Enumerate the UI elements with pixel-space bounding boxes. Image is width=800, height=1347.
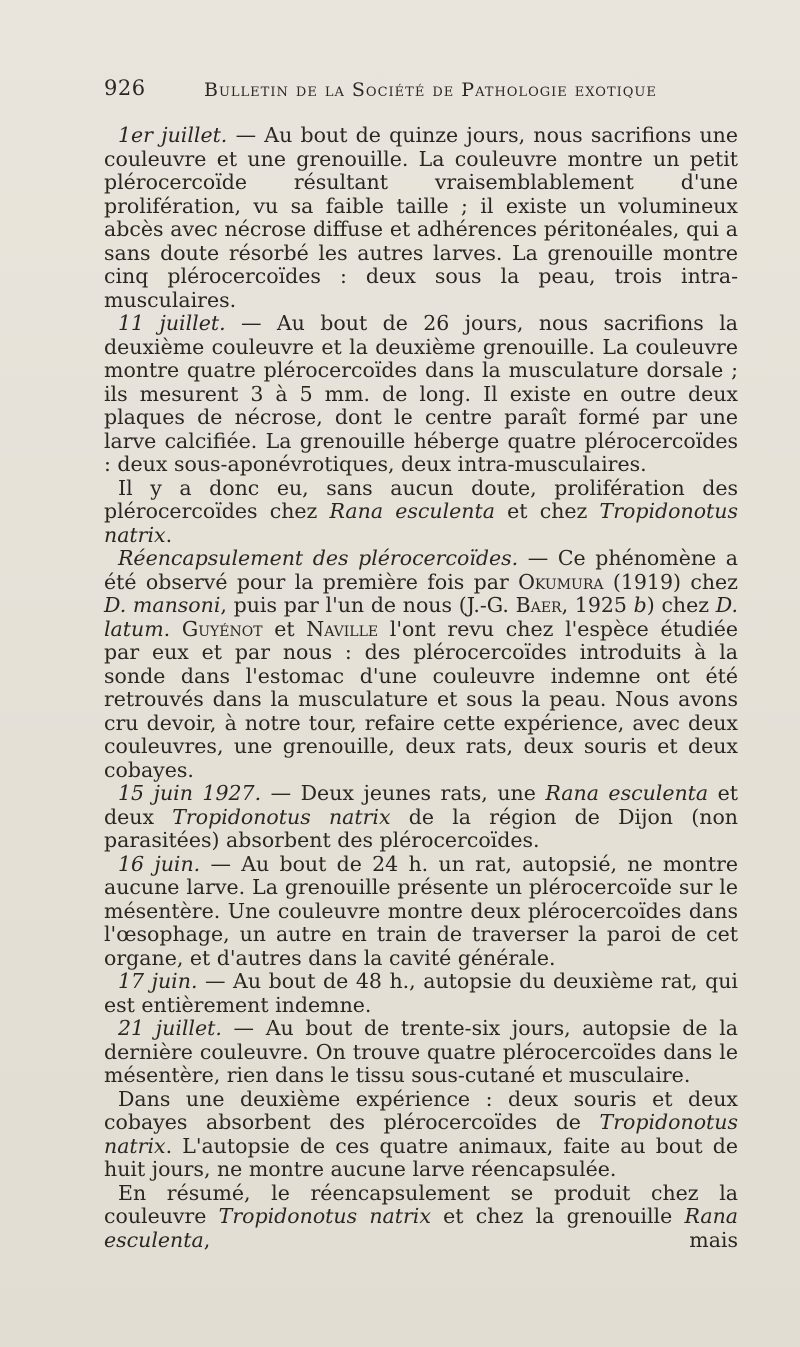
entry-date: 16 juin. [118, 851, 201, 876]
paragraph-text: de la région de Dijon (non parasitées) absorbent des plérocercoïdes. [104, 804, 738, 852]
species-name: D. mansoni [104, 593, 221, 617]
page-header [104, 70, 664, 104]
author-name: Baer [515, 593, 562, 617]
paragraph-text: , 1925 [561, 593, 634, 617]
species-name: Tropidonotus natrix [104, 1110, 738, 1158]
entry-date: 21 juillet. [118, 1016, 222, 1040]
paragraph-text: — Au bout de quinze jours, nous sacrifions une couleuvre et une grenouille. La couleuvre montre un petit plérocercoïde résultant vraisemblablement d'une prolifération, vu sa faible taille ; il existe un volumineux abcès avec nécrose diffuse et adhérences péritonéales, qui a sans doute résorbé les autres larves. La grenouille montre cinq plérocercoïdes : deux sous la peau, trois intra-musculaires. [104, 123, 738, 312]
paragraph-proliferation [104, 477, 738, 548]
body-text [104, 124, 738, 1252]
paragraph-en-resume [104, 1182, 738, 1253]
author-name: Naville [306, 616, 379, 641]
paragraph-text: — Ce phénomène a été observé pour la première fois par [104, 546, 738, 594]
species-name: Tropidonotus natrix [172, 804, 391, 829]
paragraph-1er-juillet [104, 124, 738, 312]
paragraph-text: ) chez [646, 593, 716, 617]
paragraph-text: et deux [104, 781, 739, 829]
section-heading: Réencapsulement des plérocercoïdes. [118, 546, 519, 570]
entry-date: 11 juillet. [118, 311, 226, 335]
paragraph-deuxieme-experience [104, 1088, 738, 1182]
running-head: Bulletin de la Société de Pathologie exotique [204, 79, 657, 101]
entry-date: 17 juin. [118, 969, 198, 993]
paragraph-text: — Au bout de 48 h., autopsie du deuxième rat, qui est entièrement indemne. [104, 969, 738, 1017]
paragraph-17-juin [104, 970, 738, 1017]
paragraph-text: (1919) chez [603, 569, 738, 594]
entry-date: 1er juillet. [118, 123, 228, 147]
paragraph-16-juin [104, 853, 738, 971]
paragraph-text: l'ont revu chez l'espèce étudiée par eux et par nous : des plérocercoïdes introduits à la sonde dans l'estomac d'une couleuvre indemne ont été retrouvés dans la musculature et sous la peau. Nous avons cru devoir, à notre tour, refaire cette expérience, avec deux couleuvres, une grenouille, deux rats, deux souris et deux cobayes. [104, 616, 738, 782]
paragraph-text: En résumé, le réencapsulement se produit chez la couleuvre [104, 1180, 738, 1228]
paragraph-21-juillet [104, 1017, 738, 1088]
paragraph-15-juin [104, 782, 738, 853]
paragraph-text: et chez la grenouille [430, 1204, 685, 1228]
paragraph-text: . [165, 522, 173, 547]
paragraph-text: et [262, 616, 307, 641]
paragraph-text: Dans une deuxième expérience : deux souris et deux cobayes absorbent des plérocercoïdes de [104, 1086, 738, 1134]
entry-date: 15 juin 1927. [118, 781, 262, 805]
paragraph-text: — Au bout de 24 h. un rat, autopsié, ne montre aucune larve. La grenouille présente un plérocercoïde sur le mésentère. Une couleuvre montre deux plérocercoïdes dans l'œsophage, un autre en train de traverser la paroi de cet organe, et d'autres dans la cavité générale. [104, 851, 738, 970]
page-number: 926 [104, 76, 146, 100]
paragraph-text: — Au bout de 26 jours, nous sacrifions la deuxième couleuvre et la deuxième grenouille. La couleuvre montre quatre plérocercoïdes dans la musculature dorsale ; ils mesurent 3 à 5 mm. de long. Il existe en outre deux plaques de nécrose, dont le centre paraît formé par une larve calcifiée. La grenouille héberge quatre plérocercoïdes : deux sous-aponévrotiques, deux intra-musculaires. [104, 311, 738, 476]
paragraph-reencapsulement [104, 547, 738, 782]
paragraph-text: . L'autopsie de ces quatre animaux, faite au bout de huit jours, ne montre aucune larve réencapsulée. [104, 1133, 738, 1181]
paragraph-text: , mais [203, 1227, 738, 1252]
paragraph-11-juillet [104, 312, 738, 477]
author-name: Guyénot [181, 616, 263, 641]
species-name: Rana esculenta [329, 499, 495, 523]
paragraph-text: Il y a donc eu, sans aucun doute, prolifération des plérocercoïdes chez [104, 475, 738, 523]
paragraph-text: et chez [494, 499, 600, 523]
paragraph-text: — Deux jeunes rats, une [261, 781, 546, 805]
paragraph-text: . [163, 616, 182, 641]
reference-letter: b [633, 593, 647, 617]
paragraph-text: , puis par l'un de nous (J.-G. [220, 593, 516, 617]
species-name: Rana esculenta [545, 781, 709, 805]
species-name: Tropidonotus natrix [218, 1204, 431, 1228]
paragraph-text: — Au bout de trente-six jours, autopsie de la dernière couleuvre. On trouve quatre plérocercoïdes dans le mésentère, rien dans le tissu sous-cutané et musculaire. [104, 1016, 738, 1087]
species-name: D. latum [104, 593, 738, 641]
species-name: Tropidonotus natrix [104, 499, 738, 547]
author-name: Okumura [518, 569, 604, 594]
species-name: Rana esculenta [104, 1204, 738, 1252]
